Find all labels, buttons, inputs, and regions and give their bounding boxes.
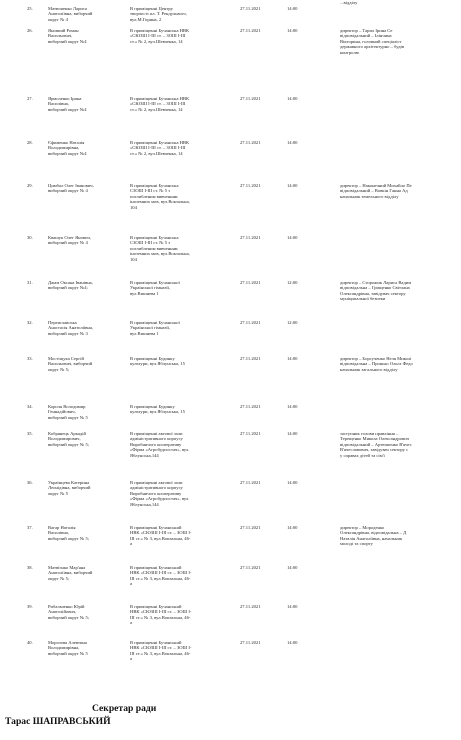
location: В приміщенні Бучанський НВК «СЮЗШ І-ІІІ ст. – ЗОШ І- ІІІ ст.» № 3, вул.Вокзальна, 46- а [130, 565, 192, 587]
person-name: Рибальченко Юрій Анатолійович, виборчий округ № 5; [48, 604, 90, 620]
location: В приміщенні актової зали адміністративного корпусу Виробничого кооперативу «Фірма «Агробудпостач», вул. Яблунська,144 [130, 480, 190, 507]
date: 27.11.2021 [240, 604, 261, 609]
date: 27.11.2021 [240, 320, 261, 325]
responsible: директор – Тарил Ірина Се відповідальний – Ілінчина Вікторина, головний спеціаліст державного архітектурно – будів контролю [340, 28, 404, 55]
date: 27.11.2021 [240, 480, 261, 485]
row-number: 32. [27, 320, 33, 325]
date: 27.11.2021 [240, 96, 261, 101]
date: 27.11.2021 [240, 6, 261, 11]
location: В приміщенні актової зали адміністративного корпусу Виробничого кооперативу «Фірма «Агробудпостач», вул. Яблунська,144 [130, 431, 190, 458]
signature-title: Секретар ради [92, 703, 157, 714]
location: В приміщенні Центру творчості пл. Т. Рендульвого, вул.М.Горина, 2 [130, 6, 187, 22]
time: 14:00 [287, 96, 298, 101]
responsible-fragment: ...відділу [340, 0, 358, 5]
time: 14:00 [287, 525, 298, 530]
date: 27.11.2021 [240, 640, 261, 645]
responsible: директор – Мороденко Олександрівна, відповідальна – Д Наталія Анатоліївна, начальник молоді та спорту [340, 525, 407, 547]
time: 14:00 [287, 431, 298, 436]
responsible: директор – Наконечний Михайло Пе відповідальний – Вовкін Ганна Ад начальник земельного відділу [340, 183, 412, 199]
row-number: 38. [27, 565, 33, 570]
person-name: Вагар Наталія Василівна, виборчий округ № 5; [48, 525, 90, 541]
location: В приміщенні Бучанський НВК «СЮЗШ І-ІІІ ст. – ЗОШ І- ІІІ ст.» № 3, вул.Вокзальна, 46- а [130, 604, 192, 626]
time: 12:00 [287, 320, 298, 325]
row-number: 34. [27, 404, 33, 409]
person-name: Морозова Алевтина Володимирівна, виборчий округ № 5 [48, 640, 88, 656]
row-number: 25. [27, 6, 33, 11]
date: 27.11.2021 [240, 280, 261, 285]
date: 27.11.2021 [240, 183, 261, 188]
time: 14:00 [287, 6, 298, 11]
location: В приміщенні Бучанський НВК «СЮЗШ І-ІІІ ст. – ЗОШ І- ІІІ ст.» № 3, вул.Вокзальна, 46- а [130, 640, 192, 662]
row-number: 26. [27, 28, 33, 33]
person-name: Переяславська Анастасія Анатоліївна, виборчий округ № 3 [48, 320, 94, 336]
time: 14:00 [287, 565, 298, 570]
date: 27.11.2021 [240, 565, 261, 570]
signature-name: Тарас ШАПРАВСЬКИЙ [5, 716, 111, 727]
location: В приміщенні Будинку культури, вул.Яблунська, 15 [130, 356, 185, 367]
time: 14:00 [287, 640, 298, 645]
row-number: 31. [27, 280, 33, 285]
location: В приміщенні Бучанський НВК «СЮЗШ І-ІІІ ст. – ЗОШ І- ІІІ ст.» № 3, вул.Вокзальна, 46- а [130, 525, 192, 547]
person-name: Цимбал Олег Іванович, виборчий округ № 4 [48, 183, 94, 194]
location: В приміщенні Бучанської Української гімназії, вул.Вишнева 1 [130, 280, 180, 296]
row-number: 35. [27, 431, 33, 436]
person-name: Матвієнко Мар'яна Анатоліївна, виборчий округ № 5; [48, 565, 93, 581]
time: 14:00 [287, 28, 298, 33]
person-name: Яновиий Роман Васильович, виборчий округ №4 [48, 28, 87, 44]
row-number: 36. [27, 480, 33, 485]
time: 14:00 [287, 235, 298, 240]
person-name: Джам Оксана Іванівна, виборчий округ №4; [48, 280, 93, 291]
time: 12:00 [287, 280, 298, 285]
responsible: директор – Сторожик Лариса Вадим відповідальна – Грищенко Світлана Олександрівна, завідувач сектору муніципальної безпеки [340, 280, 412, 302]
responsible: заступник голови правління – Терещенко Микола Олександрович відповідальний – Артюшенко В'ячес В'ячеславович, завідувач сектору с у справах дітей та сім'ї [340, 431, 412, 458]
location: В приміщенні Бучанська НВК «СЮЗШ І-ІІІ ст. – ЗОШ І-ІІІ ст.» № 2, вул.Шевченка, 14 [130, 28, 190, 44]
time: 14:00 [287, 183, 298, 188]
person-name: Українцева Катерина Леонідівна, виборчий округ № 5 [48, 480, 91, 496]
date: 27.11.2021 [240, 235, 261, 240]
time: 14:00 [287, 404, 298, 409]
row-number: 29. [27, 183, 33, 188]
date: 27.11.2021 [240, 28, 261, 33]
person-name: Матюшенко Лариса Анатоліївна, виборчий округ № 4 [48, 6, 93, 22]
time: 14:00 [287, 480, 298, 485]
person-name: Кобрянець Аркадій Володимирович, виборчий округ № 5; [48, 431, 90, 447]
date: 27.11.2021 [240, 356, 261, 361]
person-name: Квашук Олег Янович, виборчий округ № 4 [48, 235, 92, 246]
date: 27.11.2021 [240, 525, 261, 530]
location: В приміщенні Бучанська СЗОШ І-ІІІ ст. № 5 з поглибленим вивченням іноземних мов, вул.Вокзальна, 104 [130, 183, 190, 210]
person-name: Ярмоленко Ірина Василівна, виборчий округ №4 [48, 96, 87, 112]
row-number: 40. [27, 640, 33, 645]
responsible: директор – Борсученко Неля Миколі відповідальна – Пронько Ольга Федо начальник загального відділу [340, 356, 413, 372]
person-name: Короля Володимир Геннадійович, виборчий округ № 5 [48, 404, 88, 420]
date: 27.11.2021 [240, 140, 261, 145]
row-number: 37. [27, 525, 33, 530]
row-number: 33. [27, 356, 33, 361]
location: В приміщенні Будинку культури, вул.Яблунська, 15 [130, 404, 185, 415]
row-number: 27. [27, 96, 33, 101]
location: В приміщенні Бучанська НВК «СЮЗШ І-ІІІ ст. – ЗОШ І-ІІІ ст.» № 2, вул.Шевченка, 14 [130, 140, 190, 156]
location: В приміщенні Бучанська СЗОШ І-ІІІ ст. № 5 з поглибленим вивченням іноземних мов, вул.Вокзальна, 104 [130, 235, 190, 262]
location: В приміщенні Бучанська НВК «СЮЗШ І-ІІІ ст. – ЗОШ І-ІІІ ст.» № 2, вул.Шевченка, 14 [130, 96, 190, 112]
row-number: 30. [27, 235, 33, 240]
time: 14:00 [287, 604, 298, 609]
person-name: Мостіщука Сергій Васильович, виборчий округ № 5; [48, 356, 93, 372]
row-number: 28. [27, 140, 33, 145]
location: В приміщенні Бучанської Української гімназії, вул.Вишнева 1 [130, 320, 180, 336]
person-name: Єфименко Наталія Володимирівна, виборчий округ №4 [48, 140, 87, 156]
date: 27.11.2021 [240, 431, 261, 436]
row-number: 39. [27, 604, 33, 609]
time: 14:00 [287, 356, 298, 361]
date: 27.11.2021 [240, 404, 261, 409]
time: 14:00 [287, 140, 298, 145]
